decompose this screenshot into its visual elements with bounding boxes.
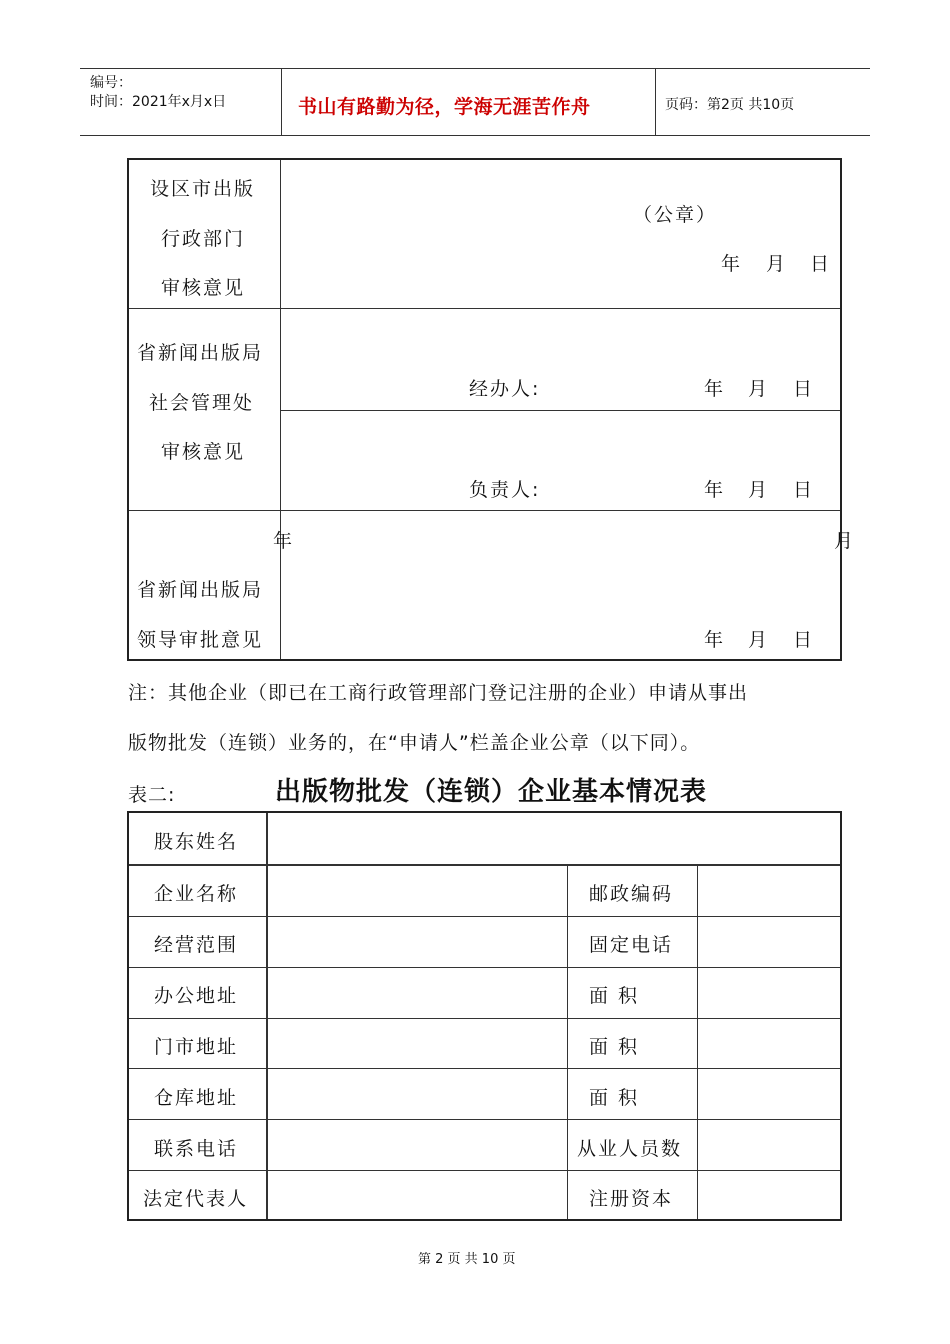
row-label-postal-code: 邮政编码	[589, 883, 674, 905]
responsible-label: 负责人:	[469, 479, 541, 501]
responsible-date-month: 月	[748, 479, 770, 501]
page-footer: 第 2 页 共 10 页	[418, 1252, 516, 1267]
official-seal-text: （公章）	[633, 204, 718, 226]
leader-date-year: 年	[704, 629, 726, 651]
handler-date-year: 年	[704, 378, 726, 400]
row-label-office-address: 办公地址	[154, 985, 239, 1007]
info-row-rule-6	[129, 1119, 840, 1120]
info-col-divider-1	[266, 813, 268, 1219]
row-label-landline: 固定电话	[589, 934, 674, 956]
approval-row-rule-2	[280, 410, 840, 411]
header-divider-1	[281, 68, 282, 136]
city-review-label-1: 设区市出版	[150, 178, 256, 200]
info-row-rule-5	[129, 1068, 840, 1069]
table2-title: 出版物批发（连锁）企业基本情况表	[275, 777, 708, 807]
leader-approval-label-2: 领导审批意见	[137, 629, 264, 651]
header-bottom-rule	[80, 135, 870, 136]
row-label-business-scope: 经营范围	[154, 934, 239, 956]
row-label-registered-capital: 注册资本	[589, 1188, 674, 1210]
enterprise-info-table	[127, 811, 842, 1221]
row-label-contact-phone: 联系电话	[154, 1138, 239, 1160]
responsible-date-year: 年	[704, 479, 726, 501]
city-date-year: 年	[721, 253, 743, 275]
city-date-month: 月	[766, 253, 788, 275]
handler-label: 经办人:	[469, 378, 541, 400]
provincial-review-label-3: 审核意见	[161, 441, 246, 463]
row-label-store-address: 门市地址	[154, 1036, 239, 1058]
row-label-legal-representative: 法定代表人	[143, 1188, 249, 1210]
header-top-rule	[80, 68, 870, 69]
info-row-rule-7	[129, 1170, 840, 1171]
leader-stray-year: 年	[273, 530, 295, 552]
city-review-label-2: 行政部门	[161, 228, 246, 250]
info-row-rule-1	[129, 864, 840, 866]
info-col-divider-2	[567, 865, 568, 1219]
header-divider-2	[655, 68, 656, 136]
row-label-enterprise-name: 企业名称	[154, 883, 239, 905]
city-date-day: 日	[810, 253, 832, 275]
leader-date-day: 日	[793, 629, 815, 651]
header-motto: 书山有路勤为径，学海无涯苦作舟	[298, 96, 591, 118]
note-line-2: 版物批发（连锁）业务的，在“申请人”栏盖企业公章（以下同）。	[128, 732, 701, 754]
page-info: 页码：第2页 共10页	[665, 97, 795, 113]
handler-date-day: 日	[793, 378, 815, 400]
leader-stray-month: 月	[834, 530, 856, 552]
note-line-1: 注：其他企业（即已在工商行政管理部门登记注册的企业）申请从事出	[128, 682, 749, 704]
handler-date-month: 月	[748, 378, 770, 400]
table2-prefix: 表二:	[128, 784, 176, 806]
approval-row-rule-1	[129, 308, 840, 309]
responsible-date-day: 日	[793, 479, 815, 501]
row-label-warehouse-address: 仓库地址	[154, 1087, 239, 1109]
leader-approval-label-1: 省新闻出版局	[137, 579, 264, 601]
provincial-review-label-2: 社会管理处	[149, 392, 255, 414]
row-label-staff-count: 从业人员数	[577, 1138, 683, 1160]
approval-row-rule-3	[129, 510, 840, 511]
info-col-divider-3	[697, 865, 698, 1219]
row-label-office-area: 面 积	[589, 985, 640, 1007]
row-label-store-area: 面 积	[589, 1036, 640, 1058]
row-label-warehouse-area: 面 积	[589, 1087, 640, 1109]
shareholder-label: 股东姓名	[154, 831, 239, 853]
time-label: 时间：2021年x月x日	[90, 94, 227, 110]
serial-label: 编号：	[90, 75, 132, 91]
city-review-label-3: 审核意见	[161, 277, 246, 299]
info-row-rule-2	[129, 916, 840, 917]
provincial-review-label-1: 省新闻出版局	[137, 342, 264, 364]
info-row-rule-4	[129, 1018, 840, 1019]
approval-table	[127, 158, 856, 661]
leader-date-month: 月	[748, 629, 770, 651]
info-row-rule-3	[129, 967, 840, 968]
